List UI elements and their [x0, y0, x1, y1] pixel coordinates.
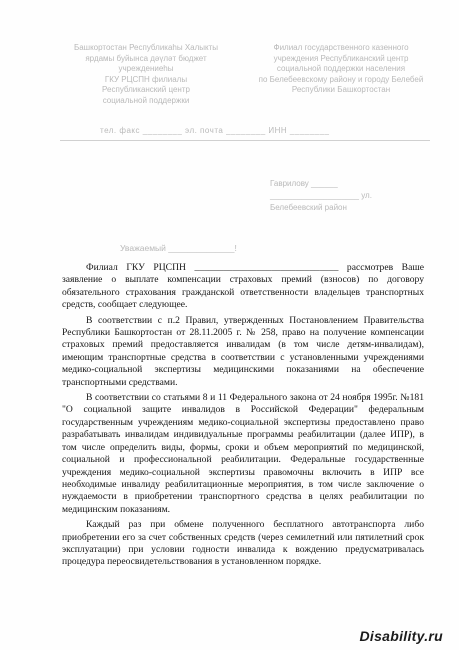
- header-right-line: по Белебеевскому району и городу Белебей: [258, 74, 424, 84]
- header-right-line: Республики Башкортостан: [291, 85, 391, 94]
- letter-body: [62, 262, 424, 572]
- header-left-line: Башкортостан Республикаһы Халыкты: [73, 43, 219, 52]
- recipient-line: Белебеевский район: [270, 203, 347, 212]
- recipient-address: [270, 178, 420, 214]
- paragraph-rules: В соответствии с п.2 Правил, утвержденных Постановлением Правительства Республики Башкортостан от 28.11.2005 г. № 258, право на получение компенсации страховых премий предоставляется инвалидам (в том числе детям-инвалидам), имеющим транспортные средства в соответствии с установленными учреждениями медико-социальной экспертизы медицинскими показаниями на обеспечение транспортными средствами.: [62, 314, 424, 388]
- header-contact-line: тел. факс ________ эл. почта ________ ИНН ________: [100, 126, 330, 135]
- header-left-line: Республиканский центр: [102, 85, 190, 94]
- header-left-line: социальной поддержки: [102, 95, 190, 105]
- header-right-line: учреждения Республиканский центр: [273, 53, 409, 63]
- header-divider: [60, 140, 430, 141]
- header-left-block: [62, 43, 230, 106]
- header-right-block: [255, 43, 427, 96]
- paragraph-federal-law: В соответствии со статьями 8 и 11 Федерального закона от 24 ноября 1995г. №181 "О социальной защите инвалидов в Российской Федерации" федеральным государственным учреждениям медико-социальной экспертизы предоставлено право разрабатывать инвалидам индивидуальные программы реабилитации (далее ИПР), в том числе определить виды, формы, сроки и объем мероприятий по медицинской, социальной и профессиональной реабилитации. Федеральные государственные учреждения медико-социальной экспертизы правомочны включить в ИПР все необходимые инвалиду реабилитационные мероприятия, в том числе заключение о нуждаемости в приобретении транспортного средства в целях реабилитации по медицинским показаниям.: [62, 392, 424, 515]
- header-left-line: ярдамы буйынса дәүләт бюджет учреждениеһы: [85, 53, 207, 73]
- recipient-line: Гаврилову ______: [270, 179, 338, 188]
- site-watermark: Disability.ru: [359, 628, 443, 644]
- paragraph-exchange: Каждый раз при обмене полученного бесплатного автотранспорта либо приобретении его за счет собственных средств (через семилетний или пятилетний срок эксплуатации) при условии годности инвалида к вождению предусматривалась процедура переосвидетельствования в установленном порядке.: [62, 519, 424, 568]
- recipient-line: ____________________ ул.: [270, 191, 372, 200]
- paragraph-request: Филиал ГКУ РЦСПН ______________________________ рассмотрев Ваше заявление о выплате компенсации страховых премий (взносов) по договору обязательного страхования гражданской ответственности владельцев транспортных средств, сообщает следующее.: [62, 262, 424, 311]
- header-left-line: ГКУ РЦСПН филиалы: [104, 74, 188, 84]
- header-right-line: социальной поддержки населения: [276, 64, 406, 73]
- header-right-line: Филиал государственного казенного: [273, 43, 409, 52]
- salutation: Уважаемый ______________!: [120, 243, 237, 253]
